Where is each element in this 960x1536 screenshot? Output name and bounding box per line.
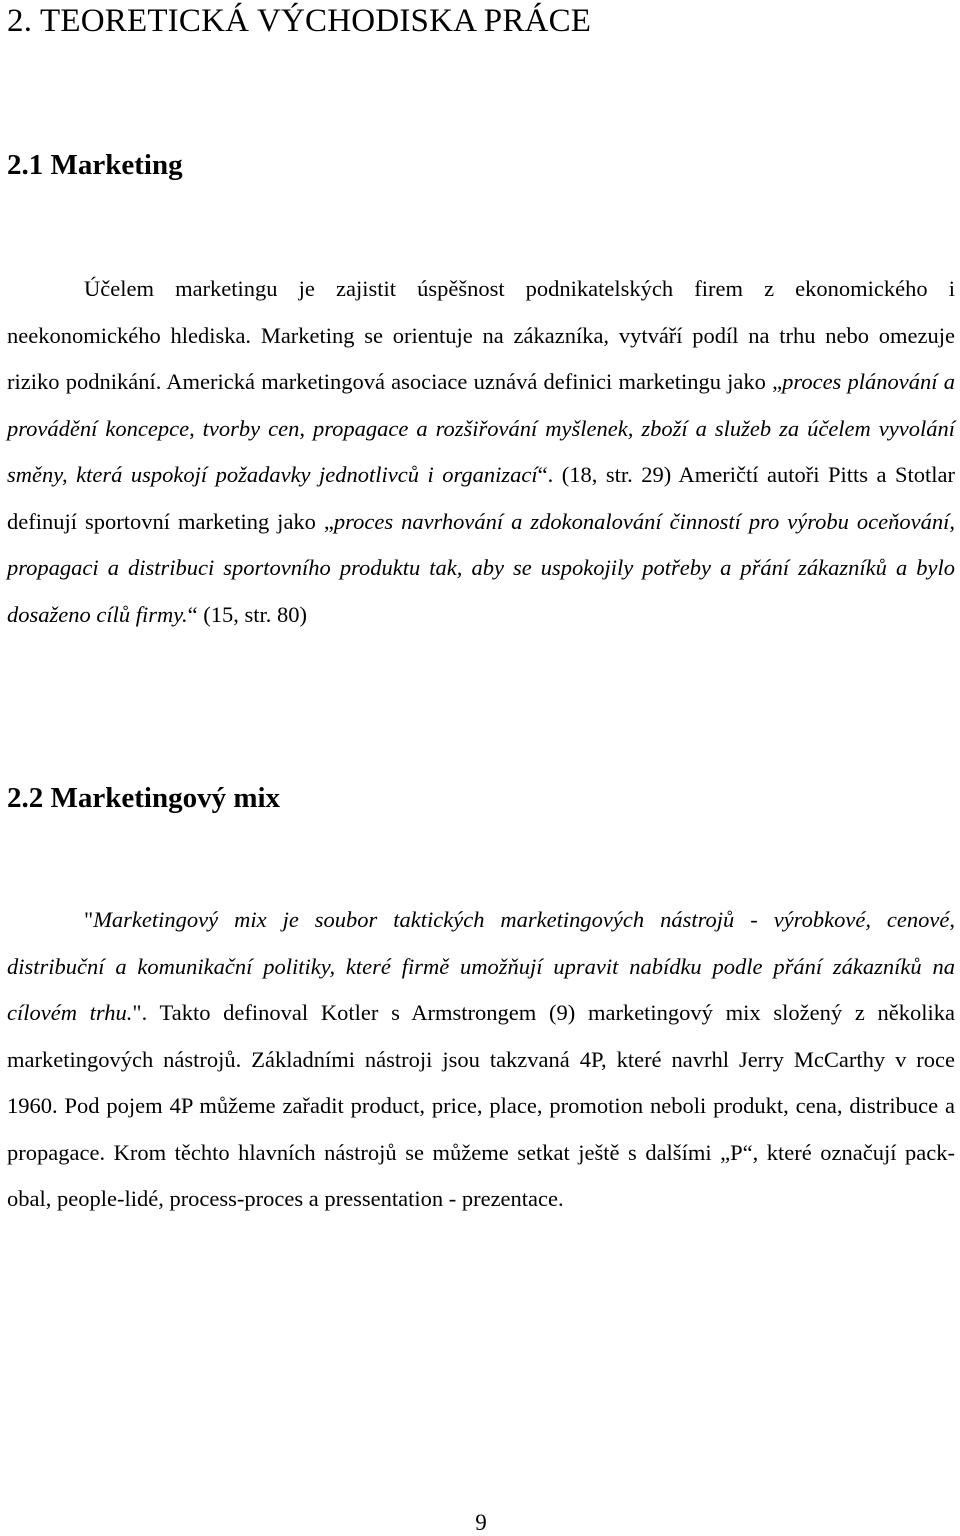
section-heading-marketing-mix: 2.2 Marketingový mix <box>7 782 281 814</box>
quote-mark: „ <box>772 369 783 394</box>
paragraph-text: (15, str. 80) <box>197 601 307 627</box>
paragraph-marketing-mix <box>7 897 955 1223</box>
definition-quote-ama: proces plánování a provádění koncepce, tvorby cen, propagace a rozšiřování myšlenek, zboží a služeb za účelem vyvolání směny, která uspokojí požadavky jednotlivců i organizací <box>7 369 956 487</box>
quote-mark: “ <box>537 462 548 487</box>
quote-mark: " <box>84 907 94 932</box>
paragraph-text: . Takto definoval Kotler s Armstrongem (9) marketingový mix složený z několika marketingových nástrojů. Základními nástroji jsou takzvaná 4P, které navrhl Jerry McCarthy v roce 1960. Pod pojem 4P můžeme zařadit product, price, place, promotion neboli produkt, cena, distribuce a propagace. Krom těchto hlavních nástrojů se můžeme setkat ještě s dalšími „P“, které označují pack-obal, people-lidé, process-proces a pressentation - prezentace. <box>7 1000 956 1211</box>
chapter-heading: 2. TEORETICKÁ VÝCHODISKA PRÁCE <box>7 3 592 39</box>
document-page <box>7 0 955 1536</box>
paragraph-text: Účelem marketingu je zajistit úspěšnost podnikatelských firem z ekonomického i neekonomického hlediska. Marketing se orientuje na zákazníka, vytváří podíl na trhu nebo omezuje riziko podnikání. Americká marketingová asociace uznává definici marketingu jako <box>7 276 955 394</box>
paragraph-text: . (18, str. 29) Američtí autoři Pitts a Stotlar definují sportovní marketing jako <box>7 462 955 534</box>
section-heading-marketing: 2.1 Marketing <box>7 149 183 181</box>
page-number: 9 <box>475 1510 487 1535</box>
paragraph-marketing <box>7 266 955 638</box>
quote-mark: “ <box>187 601 198 627</box>
definition-quote-marketing-mix: Marketingový mix je soubor taktických marketingových nástrojů - výrobkové, cenové, distribuční a komunikační politiky, které firmě umožňují upravit nabídku podle přání zákazníků na cílovém trhu. <box>7 907 955 1025</box>
quote-mark: " <box>132 1000 142 1025</box>
quote-mark: „ <box>323 508 334 534</box>
definition-quote-sport-marketing: proces navrhování a zdokonalování činností pro výrobu oceňování, propagaci a distribuci sportovního produktu tak, aby se uspokojily potřeby a přání zákazníků a bylo dosaženo cílů firmy. <box>7 508 955 627</box>
